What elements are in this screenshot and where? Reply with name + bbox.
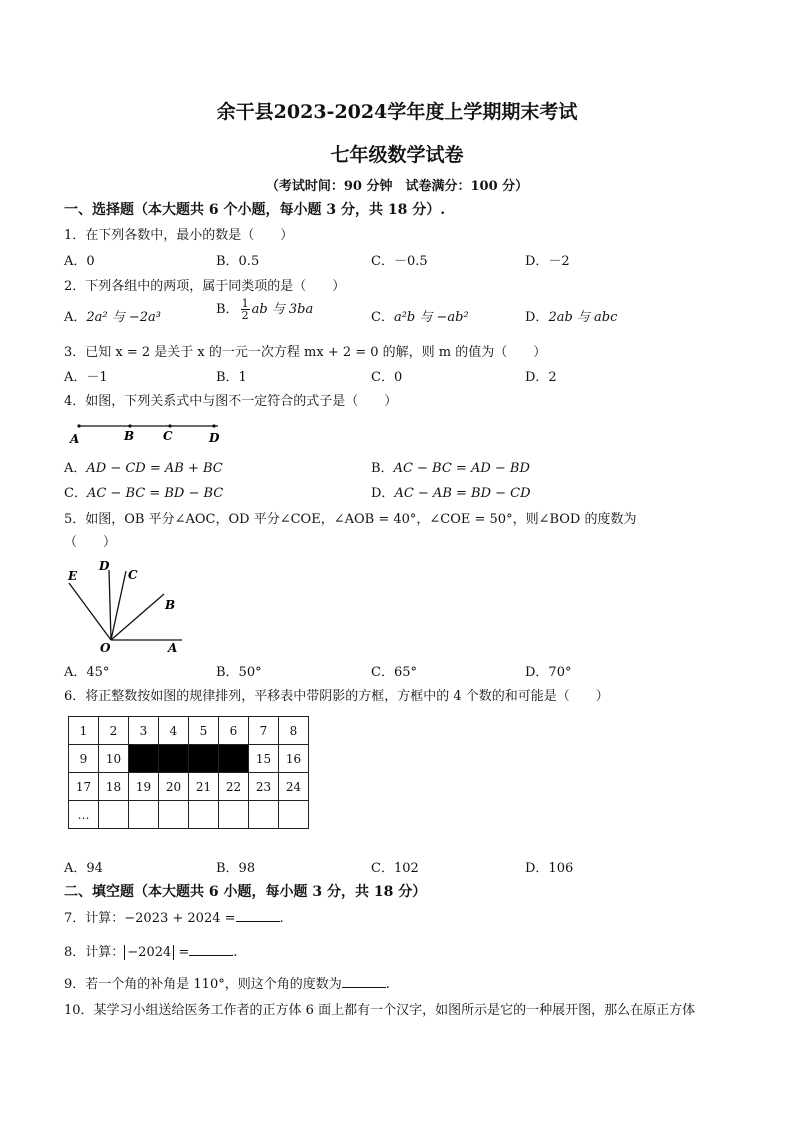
q4-option-a-expr: AD − CD = AB + BC bbox=[86, 461, 223, 476]
q9-answer-blank[interactable] bbox=[342, 975, 386, 988]
q5-ray-od bbox=[109, 570, 111, 640]
table-cell: 20 bbox=[159, 773, 189, 801]
table-cell: 17 bbox=[69, 773, 99, 801]
q8-equals: = bbox=[174, 945, 190, 960]
table-cell: 18 bbox=[99, 773, 129, 801]
q4-point-d-dot bbox=[212, 424, 215, 427]
section-2-heading: 二、填空题（本大题共 6 小题，每小题 3 分，共 18 分） bbox=[64, 884, 427, 900]
q2-option-b-expr: ab 与 3ba bbox=[251, 302, 314, 317]
q6-number-table bbox=[68, 716, 309, 829]
table-cell: … bbox=[69, 801, 99, 829]
q4-point-a-label: A bbox=[70, 432, 80, 446]
q2-option-b bbox=[216, 298, 313, 321]
q3-option-a: A．－1 bbox=[64, 370, 108, 385]
table-cell: 7 bbox=[249, 717, 279, 745]
q5-label-o: O bbox=[100, 641, 111, 655]
q8-text: 8．计算： bbox=[64, 945, 125, 960]
table-cell bbox=[99, 801, 129, 829]
q5-angle-figure bbox=[64, 558, 194, 656]
table-cell bbox=[279, 801, 309, 829]
q2-option-b-label: B． bbox=[216, 302, 239, 317]
table-cell: 16 bbox=[279, 745, 309, 773]
q4-option-d bbox=[371, 482, 531, 501]
q6-option-c: C．102 bbox=[371, 861, 419, 876]
q3-option-b: B．1 bbox=[216, 370, 247, 385]
q4-option-c-expr: AC − BC = BD − BC bbox=[86, 486, 224, 501]
q5-label-c: C bbox=[128, 568, 138, 582]
q2-stem: 2．下列各组中的两项，属于同类项的是（ ） bbox=[64, 279, 346, 294]
q2-option-c bbox=[371, 306, 469, 325]
q5-label-a: A bbox=[168, 641, 178, 655]
exam-title: 余干县2023-2024学年度上学期期末考试 bbox=[216, 101, 578, 123]
q2-option-a-expr: 2a² 与 −2a³ bbox=[86, 310, 162, 325]
table-cell: 8 bbox=[279, 717, 309, 745]
q8-absolute-value: −2024 bbox=[124, 945, 174, 960]
q2-fraction-numerator: 1 bbox=[241, 297, 249, 310]
q8-answer-blank[interactable] bbox=[189, 943, 233, 956]
q4-point-c-label: C bbox=[163, 429, 173, 443]
q4-option-b-expr: AC − BC = AD − BD bbox=[393, 461, 530, 476]
table-cell: 15 bbox=[249, 745, 279, 773]
shaded-cell bbox=[159, 745, 189, 773]
table-cell: 10 bbox=[99, 745, 129, 773]
table-cell bbox=[189, 801, 219, 829]
q4-option-b bbox=[371, 457, 530, 476]
q4-point-b-dot bbox=[128, 424, 131, 427]
q4-option-b-label: B． bbox=[371, 461, 394, 476]
q4-point-d-label: D bbox=[209, 431, 220, 445]
table-cell bbox=[129, 801, 159, 829]
q5-stem: 5．如图，OB 平分∠AOC，OD 平分∠COE，∠AOB = 40°，∠COE = 50°，则∠BOD 的度数为 bbox=[64, 512, 637, 527]
table-cell bbox=[249, 801, 279, 829]
q5-label-d: D bbox=[99, 559, 110, 573]
q5-option-b: B．50° bbox=[216, 665, 262, 680]
q2-option-d-expr: 2ab 与 abc bbox=[548, 310, 618, 325]
q2-option-a bbox=[64, 306, 161, 325]
table-cell: 22 bbox=[219, 773, 249, 801]
q9-period: . bbox=[385, 977, 390, 992]
q2-fraction bbox=[241, 298, 250, 321]
q6-option-a: A．94 bbox=[64, 861, 103, 876]
table-cell: 19 bbox=[129, 773, 159, 801]
table-row bbox=[69, 773, 309, 801]
q3-option-c: C．0 bbox=[371, 370, 403, 385]
q7-answer-blank[interactable] bbox=[236, 909, 280, 922]
q7 bbox=[64, 907, 284, 926]
table-cell: 24 bbox=[279, 773, 309, 801]
q4-stem: 4．如图，下列关系式中与图不一定符合的式子是（ ） bbox=[64, 394, 398, 409]
table-cell: 2 bbox=[99, 717, 129, 745]
table-row bbox=[69, 717, 309, 745]
q1-option-d: D．－2 bbox=[525, 254, 570, 269]
q6-stem: 6．将正整数按如图的规律排列，平移表中带阴影的方框，方框中的 4 个数的和可能是（ ） bbox=[64, 689, 609, 704]
q7-text: 7．计算：−2023 + 2024 = bbox=[64, 911, 236, 926]
q4-option-d-label: D． bbox=[371, 486, 395, 501]
table-cell: 9 bbox=[69, 745, 99, 773]
q6-option-d: D．106 bbox=[525, 861, 574, 876]
q2-option-d bbox=[525, 306, 617, 325]
shaded-cell bbox=[189, 745, 219, 773]
q6-option-b: B．98 bbox=[216, 861, 256, 876]
q4-point-a-dot bbox=[77, 424, 80, 427]
table-cell: 3 bbox=[129, 717, 159, 745]
q2-option-a-label: A． bbox=[64, 310, 87, 325]
q4-option-c-label: C． bbox=[64, 486, 87, 501]
q4-option-a bbox=[64, 457, 223, 476]
q5-option-a: A．45° bbox=[64, 665, 110, 680]
q8-period: . bbox=[233, 945, 238, 960]
exam-subtitle: 七年级数学试卷 bbox=[330, 144, 464, 166]
exam-info: （考试时间：90 分钟 试卷满分：100 分） bbox=[265, 179, 529, 194]
q2-option-c-label: C． bbox=[371, 310, 394, 325]
q9-text: 9．若一个角的补角是 110°，则这个角的度数为 bbox=[64, 977, 342, 992]
q4-point-b-label: B bbox=[124, 429, 135, 443]
q5-ray-oe bbox=[69, 583, 111, 640]
q9 bbox=[64, 973, 390, 992]
shaded-cell bbox=[219, 745, 249, 773]
q4-option-d-expr: AC − AB = BD − CD bbox=[394, 486, 531, 501]
q5-paren: （ ） bbox=[64, 535, 117, 550]
q4-line-figure bbox=[64, 418, 234, 448]
table-cell: 1 bbox=[69, 717, 99, 745]
q2-option-c-expr: a²b 与 −ab² bbox=[393, 310, 469, 325]
q2-option-d-label: D． bbox=[525, 310, 549, 325]
q1-option-b: B．0.5 bbox=[216, 254, 260, 269]
q4-option-c bbox=[64, 482, 223, 501]
q5-option-c: C．65° bbox=[371, 665, 417, 680]
q2-fraction-denominator: 2 bbox=[241, 309, 249, 322]
q3-option-d: D．2 bbox=[525, 370, 557, 385]
table-row bbox=[69, 745, 309, 773]
q5-option-d: D．70° bbox=[525, 665, 572, 680]
table-cell bbox=[219, 801, 249, 829]
q5-label-b: B bbox=[165, 598, 176, 612]
table-cell: 23 bbox=[249, 773, 279, 801]
shaded-cell bbox=[129, 745, 159, 773]
table-cell: 4 bbox=[159, 717, 189, 745]
q1-option-a: A．0 bbox=[64, 254, 95, 269]
q4-point-c-dot bbox=[168, 424, 171, 427]
q5-label-e: E bbox=[68, 569, 78, 583]
q3-stem: 3．已知 x = 2 是关于 x 的一元一次方程 mx + 2 = 0 的解，则 m 的值为（ ） bbox=[64, 345, 547, 360]
table-cell bbox=[159, 801, 189, 829]
q7-period: . bbox=[279, 911, 284, 926]
table-row bbox=[69, 801, 309, 829]
table-cell: 5 bbox=[189, 717, 219, 745]
q10-stem: 10．某学习小组送给医务工作者的正方体 6 面上都有一个汉字，如图所示是它的一种展开图，那么在原正方体 bbox=[64, 1003, 696, 1018]
q1-option-c: C．－0.5 bbox=[371, 254, 428, 269]
q8 bbox=[64, 941, 237, 960]
q4-option-a-label: A． bbox=[64, 461, 87, 476]
table-cell: 21 bbox=[189, 773, 219, 801]
q1-stem: 1．在下列各数中，最小的数是（ ） bbox=[64, 228, 294, 243]
table-cell: 6 bbox=[219, 717, 249, 745]
section-1-heading: 一、选择题（本大题共 6 个小题，每小题 3 分，共 18 分）. bbox=[64, 202, 446, 218]
